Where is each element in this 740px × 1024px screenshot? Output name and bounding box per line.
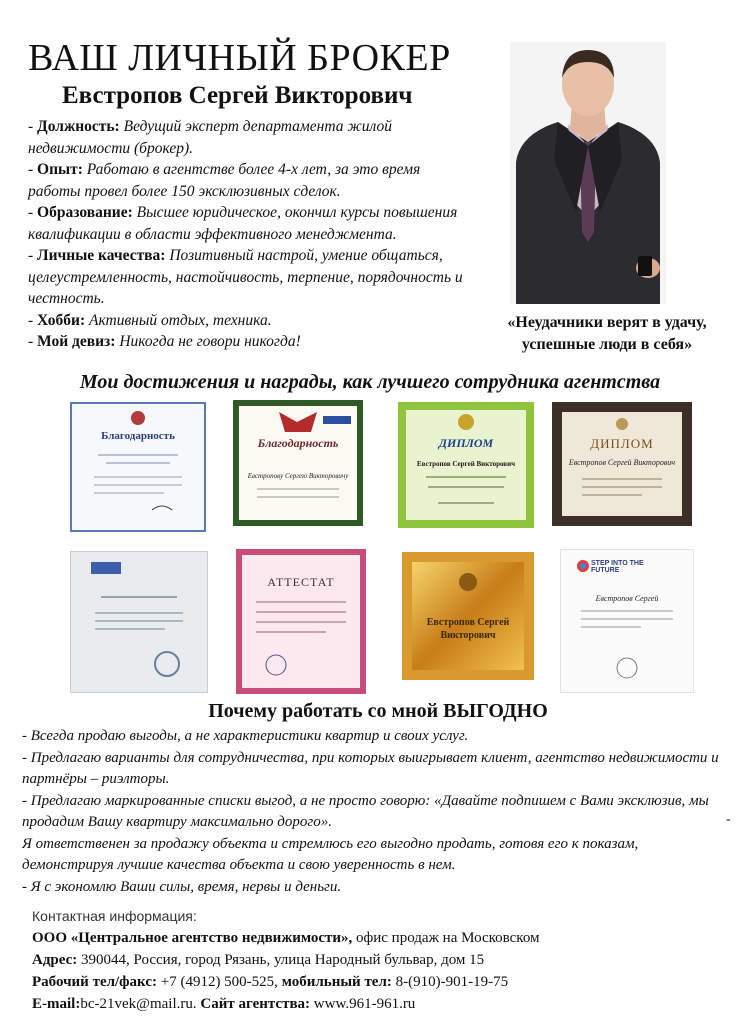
award-gold-plaque: Евстропов Сергей Викторович: [402, 552, 534, 680]
certificate-gratitude-green: Благодарность Евстропову Сергею Викторовичу: [233, 400, 363, 526]
list-item: - Я с экономлю Ваши силы, время, нервы и деньги.: [22, 878, 342, 895]
page-title: ВАШ ЛИЧНЫЙ БРОКЕР: [28, 37, 451, 79]
list-item: Я ответственен за продажу объекта и стремлюсь его выгодно продать, готовя его к показам, демонстрируя лучшие качества объекта и свою уверенность в нем.: [22, 835, 639, 873]
emblem-icon: [233, 400, 363, 526]
stray-dash: -: [726, 812, 731, 827]
diploma-green: ДИПЛОМ Евстропов Сергей Викторович: [398, 402, 534, 528]
info-experience: - Опыт: Работаю в агентстве более 4-х лет, за это время работы провел более 150 эксклюзивных сделок.: [28, 161, 421, 200]
motto-quote: «Неудачники верят в удачу, успешные люди в себя»: [507, 314, 707, 353]
contact-info: [32, 905, 722, 1015]
contact-web: E-mail:bc-21vek@mail.ru. Сайт агентства: www.961-961.ru: [32, 996, 416, 1012]
achievements-title: Мои достижения и награды, как лучшего сотрудника агентства: [79, 371, 661, 393]
email-link[interactable]: bc-21vek@mail.ru.: [80, 996, 201, 1012]
document-lines-icon: [552, 402, 692, 526]
diploma-dark-frame: ДИПЛОМ Евстропов Сергей Викторович: [552, 402, 692, 526]
contact-company: ООО «Центральное агентство недвижимости», офис продаж на Московском: [32, 930, 540, 946]
certificate-step-into-future: STEP INTO THE FUTURE Евстропов Сергей: [560, 549, 694, 693]
info-motto: - Мой девиз: Никогда не говори никогда!: [28, 333, 301, 350]
broker-info: [28, 116, 476, 353]
certificate-gratitude-blue: Благодарность: [70, 402, 206, 532]
document-lines-icon: [236, 549, 366, 694]
broker-name: Евстропов Сергей Викторович: [62, 82, 413, 109]
broker-photo: [510, 42, 666, 304]
logo-icon: [561, 550, 693, 692]
contact-phones: Рабочий тел/факс: +7 (4912) 500-525, мобильный тел: 8-(910)-901-19-75: [32, 974, 509, 990]
seal-icon: [398, 402, 534, 528]
benefits-list: [22, 726, 728, 898]
info-education: - Образование: Высшее юридическое, окончил курсы повышения квалификации в области эффективного менеджмента.: [28, 204, 458, 243]
why-title: Почему работать со мной ВЫГОДНО: [208, 700, 548, 722]
document-lines-icon: [71, 552, 207, 692]
info-position: - Должность: Ведущий эксперт департамента жилой недвижимости (брокер).: [28, 118, 392, 157]
contact-heading: Контактная информация:: [32, 908, 197, 924]
info-qualities: - Личные качества: Позитивный настрой, умение общаться, целеустремленность, настойчивость, терпение, порядочность и честность.: [28, 247, 463, 307]
contact-address: Адрес: 390044, Россия, город Рязань, улица Народный бульвар, дом 15: [32, 952, 485, 968]
list-item: - Всегда продаю выгоды, а не характеристики квартир и своих услуг.: [22, 728, 469, 744]
info-hobby: - Хобби: Активный отдых, техника.: [28, 311, 272, 329]
list-item: - Предлагаю варианты для сотрудничества, при которых выигрывает клиент, агентство недвижимости и партнёры – риэлторы.: [22, 749, 719, 787]
person-portrait-icon: [510, 42, 666, 304]
list-item: - Предлагаю маркированные списки выгод, а не просто говорю: «Давайте подпишем с Вами эксклюзив, мы продадим Вашу квартиру максимально дорого».: [22, 792, 709, 830]
document-lines-icon: [72, 404, 204, 530]
certificate-attestat: АТТЕСТАТ: [236, 549, 366, 694]
site-link[interactable]: www.961-961.ru: [310, 996, 416, 1012]
certificate-gray: [70, 551, 208, 693]
